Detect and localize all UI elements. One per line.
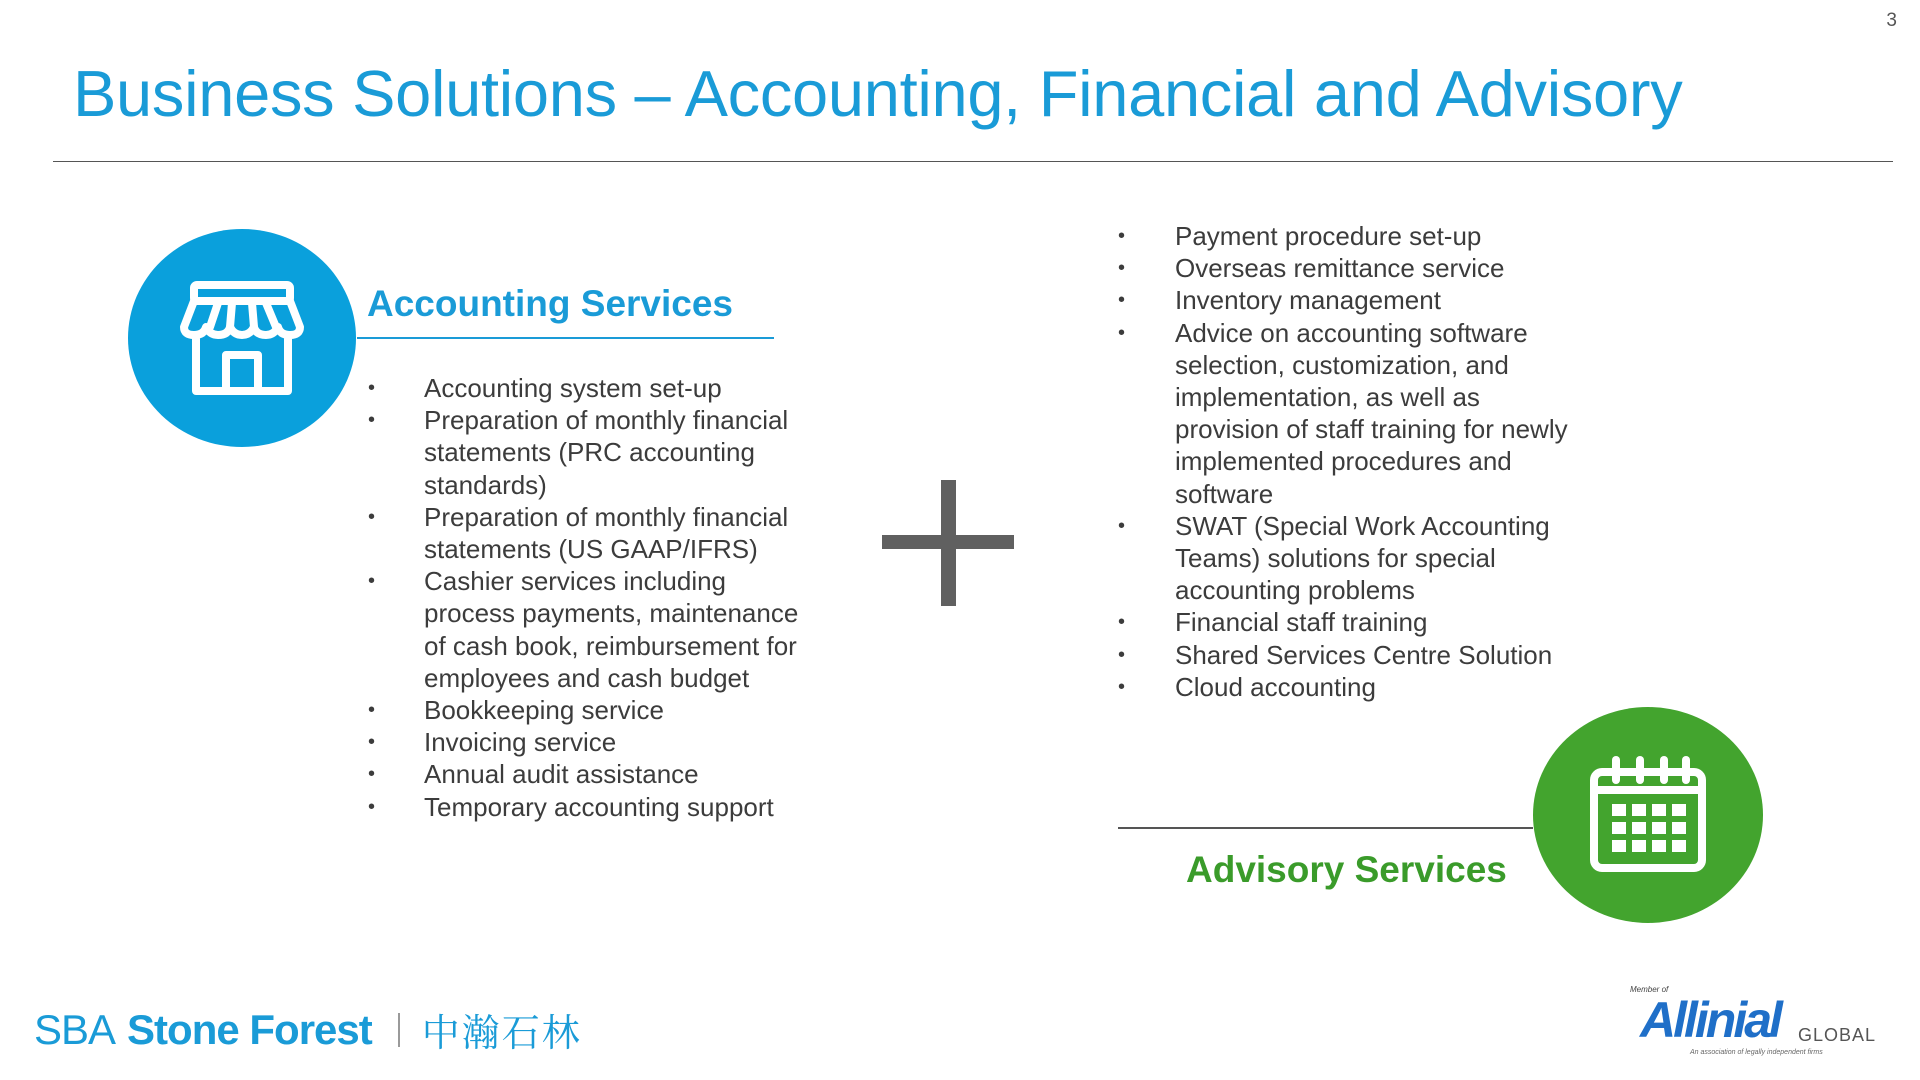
list-item-text: Shared Services Centre Solution <box>1175 639 1553 670</box>
list-item <box>1118 317 1578 510</box>
list-item <box>368 372 808 404</box>
logo-global-text: GLOBAL <box>1798 1025 1877 1045</box>
advisory-services-list <box>1118 220 1578 703</box>
bullet: • <box>368 505 376 528</box>
list-item <box>1118 606 1578 638</box>
list-item <box>368 694 808 726</box>
advisory-heading-rule <box>1118 827 1533 829</box>
brand-chinese-name: 中瀚石林 <box>421 1013 582 1055</box>
page-number: 3 <box>1886 10 1897 31</box>
bullet: • <box>1118 321 1126 344</box>
list-item <box>368 726 808 758</box>
footer-brand-logo <box>34 1002 582 1057</box>
list-item <box>1118 220 1578 252</box>
accounting-services-list <box>368 372 808 823</box>
list-item <box>1118 252 1578 284</box>
bullet: • <box>368 763 376 786</box>
list-item-text: Temporary accounting support <box>424 791 774 822</box>
bullet: • <box>368 699 376 722</box>
bullet: • <box>1118 289 1126 312</box>
list-item <box>368 758 808 790</box>
list-item <box>1118 510 1578 607</box>
list-item-text: Payment procedure set-up <box>1175 221 1482 251</box>
list-item-text: Preparation of monthly financial statements (PRC accounting standards) <box>424 405 789 500</box>
list-item <box>1118 671 1578 703</box>
list-item <box>368 501 808 565</box>
list-item-text: Annual audit assistance <box>424 759 699 790</box>
bullet: • <box>1118 514 1126 537</box>
accounting-heading-underline <box>357 337 774 339</box>
accounting-services-heading: Accounting Services <box>367 283 734 324</box>
list-item-text: SWAT (Special Work Accounting Teams) solutions for special accounting problems <box>1175 510 1550 606</box>
advisory-icon-circle <box>1533 707 1763 923</box>
bullet: • <box>1118 257 1126 280</box>
brand-separator <box>398 1013 400 1047</box>
list-item <box>368 791 808 823</box>
list-item <box>1118 284 1578 316</box>
bullet: • <box>1118 225 1126 247</box>
list-item-text: Bookkeeping service <box>424 695 664 726</box>
bullet: • <box>368 409 376 432</box>
list-item-text: Financial staff training <box>1175 607 1428 638</box>
logo-member-text: Member of <box>1630 985 1669 994</box>
list-item <box>368 565 808 694</box>
bullet: • <box>368 570 376 593</box>
plus-icon-vertical <box>941 480 956 606</box>
partner-logo <box>1630 985 1900 1065</box>
list-item-text: Overseas remittance service <box>1175 253 1505 284</box>
advisory-services-heading: Advisory Services <box>1186 849 1507 890</box>
bullet: • <box>1118 611 1126 634</box>
page-title: Business Solutions – Accounting, Financial and Advisory <box>73 57 1683 130</box>
bullet: • <box>1118 643 1126 666</box>
list-item-text: Advice on accounting software selection, customization, and implementation, as well as provision of staff training for newly implemented procedures and software <box>1175 317 1568 509</box>
logo-allinial-text: Allinial <box>1640 992 1780 1048</box>
list-item-text: Preparation of monthly financial statements (US GAAP/IFRS) <box>424 501 789 565</box>
list-item-text: Cloud accounting <box>1175 671 1376 702</box>
list-item-text: Invoicing service <box>424 727 617 758</box>
brand-prefix: SBA <box>34 1005 116 1053</box>
list-item-text: Accounting system set-up <box>424 373 722 403</box>
list-item <box>368 404 808 501</box>
bullet: • <box>368 731 376 754</box>
bullet: • <box>368 377 376 399</box>
list-item <box>1118 639 1578 671</box>
bullet: • <box>368 795 376 818</box>
brand-name: Stone Forest <box>127 1005 372 1053</box>
list-item-text: Inventory management <box>1175 285 1441 316</box>
bullet: • <box>1118 675 1126 698</box>
logo-tagline: An association of legally independent firms <box>1690 1049 1823 1056</box>
title-divider <box>53 161 1893 162</box>
storefront-icon <box>180 279 304 397</box>
calendar-icon <box>1586 756 1710 874</box>
list-item-text: Cashier services including process payments, maintenance of cash book, reimbursement for employees and cash budget <box>424 566 799 693</box>
accounting-icon-circle <box>128 229 356 447</box>
